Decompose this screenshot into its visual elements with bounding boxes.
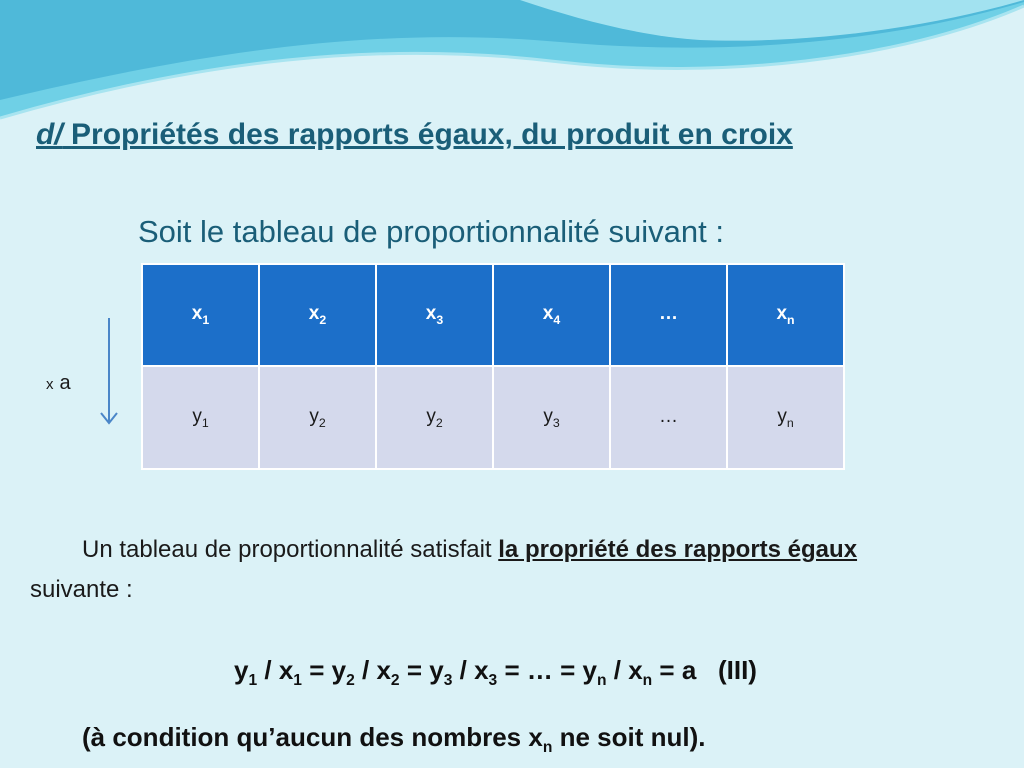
title-prefix: d/ xyxy=(36,118,63,151)
proportionality-table xyxy=(141,263,845,470)
table-cell: $x_4$ xyxy=(493,264,610,366)
table-cell: $y_2$ xyxy=(259,366,376,469)
table-cell: $x_2$ xyxy=(259,264,376,366)
table-cell: $x_3$ xyxy=(376,264,493,366)
times-symbol: x xyxy=(46,376,54,393)
decorative-wave xyxy=(0,0,1024,130)
table-value-row xyxy=(142,366,844,469)
multiplier-value: a xyxy=(59,372,71,394)
condition-note: (à condition qu’aucun des nombres $x_n$ ne soit nul). xyxy=(82,722,706,757)
table-cell: $y_n$ xyxy=(727,366,844,469)
table-cell: $x_n$ xyxy=(727,264,844,366)
property-paragraph xyxy=(30,530,870,610)
table-cell: … xyxy=(610,264,727,366)
multiplier-label xyxy=(46,372,71,395)
table-cell: $y_1$ xyxy=(142,366,259,469)
ratio-formula: $y_1 / x_1 = y_2 / x_2 = y_3 / x_3$ = … = $y_n / x_n = a$ (III) xyxy=(234,655,757,690)
title-text: Propriétés des rapports égaux, du produit en croix xyxy=(71,118,793,151)
paragraph-text-end: suivante : xyxy=(30,576,133,603)
table-cell: $x_1$ xyxy=(142,264,259,366)
formula-label: (III) xyxy=(717,655,757,685)
table-header-row xyxy=(142,264,844,366)
paragraph-emphasis: la propriété des rapports égaux xyxy=(498,536,858,563)
subtitle: Soit le tableau de proportionnalité suivant : xyxy=(138,214,724,249)
table-cell: $y_3$ xyxy=(493,366,610,469)
table-cell: … xyxy=(610,366,727,469)
table-cell: $y_2$ xyxy=(376,366,493,469)
down-arrow-icon xyxy=(98,318,118,426)
slide-title xyxy=(36,118,793,152)
paragraph-text: Un tableau de proportionnalité satisfait xyxy=(82,536,499,563)
